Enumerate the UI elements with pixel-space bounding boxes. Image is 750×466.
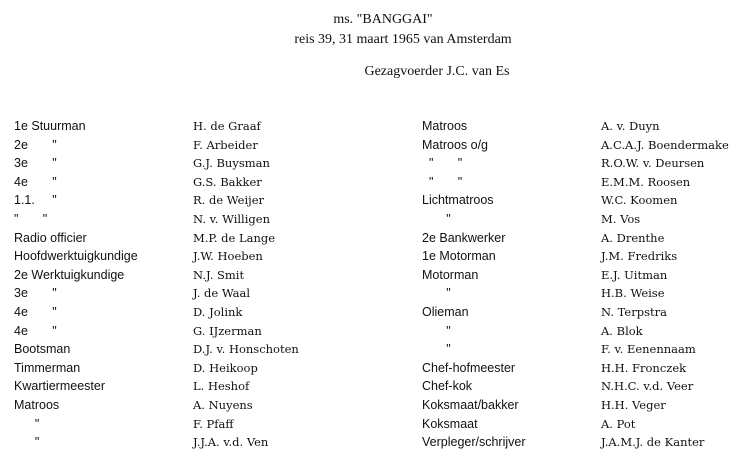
crew-rank: Timmerman — [14, 360, 81, 375]
crew-rank: Lichtmatroos — [422, 193, 494, 208]
crew-rank: 4e " — [14, 174, 57, 189]
crew-name: E.J. Uitman — [601, 267, 668, 282]
crew-name: J.J.A. v.d. Ven — [193, 435, 269, 450]
right-name-column — [601, 117, 729, 452]
crew-rank: Chef-kok — [422, 379, 473, 394]
crew-name: N. Terpstra — [601, 304, 667, 319]
crew-name: R.O.W. v. Deursen — [601, 156, 705, 171]
crew-rank: " " — [422, 156, 463, 171]
crew-name: J. de Waal — [193, 286, 251, 301]
crew-rank: 3e " — [14, 156, 57, 171]
crew-name: F. v. Eenennaam — [601, 342, 696, 357]
crew-name: A. Blok — [601, 323, 643, 338]
crew-name: E.M.M. Roosen — [601, 174, 691, 189]
crew-name: J.M. Fredriks — [601, 249, 678, 264]
crew-name: D. Heikoop — [193, 360, 258, 375]
crew-name: N.J. Smit — [193, 267, 245, 282]
crew-rank: " " — [422, 174, 463, 189]
crew-rank: Matroos — [14, 397, 60, 412]
crew-name: A.C.A.J. Boendermake — [601, 137, 729, 152]
crew-name: G.S. Bakker — [193, 174, 262, 189]
crew-rank: " — [422, 342, 451, 357]
crew-name: A. v. Duyn — [601, 119, 660, 133]
crew-rank: Chef-hofmeester — [422, 360, 516, 375]
left-rank-column — [14, 117, 138, 452]
crew-name: H.B. Weise — [601, 286, 665, 301]
crew-name: J.W. Hoeben — [193, 249, 263, 264]
crew-rank: Matroos — [422, 119, 468, 133]
crew-name: J.A.M.J. de Kanter — [601, 435, 705, 450]
crew-rank: " — [422, 211, 451, 226]
crew-rank: 4e " — [14, 323, 57, 338]
crew-rank: 2e Werktuigkundige — [14, 267, 125, 282]
crew-rank: " — [422, 323, 451, 338]
crew-name: D.J. v. Honschoten — [193, 342, 299, 357]
crew-name: A. Drenthe — [601, 230, 665, 245]
crew-name: D. Jolink — [193, 304, 243, 319]
crew-rank: 2e " — [14, 137, 57, 152]
crew-rank: 2e Bankwerker — [422, 230, 506, 245]
ship-name: ms. "BANGGAI" — [333, 12, 433, 27]
crew-rank: Hoofdwerktuigkundige — [14, 249, 138, 264]
crew-rank: Olieman — [422, 304, 469, 319]
crew-rank: Motorman — [422, 267, 479, 282]
crew-name: N.H.C. v.d. Veer — [601, 379, 694, 394]
right-rank-column — [422, 117, 526, 452]
crew-rank: " " — [14, 211, 48, 226]
crew-name: L. Heshof — [193, 379, 250, 394]
crew-rank: 1e Motorman — [422, 249, 496, 264]
crew-name: H. de Graaf — [193, 119, 261, 133]
crew-rank: Kwartiermeester — [14, 379, 105, 394]
crew-name: R. de Weijer — [193, 193, 265, 208]
crew-rank: Koksmaat — [422, 416, 478, 431]
left-name-column — [193, 117, 299, 452]
crew-name: G.J. Buysman — [193, 156, 270, 171]
crew-rank: Matroos o/g — [422, 137, 489, 152]
crew-name: W.C. Koomen — [601, 193, 678, 208]
crew-name: F. Pfaff — [193, 416, 234, 431]
crew-rank: " — [14, 435, 40, 450]
voyage-line: reis 39, 31 maart 1965 van Amsterdam — [294, 32, 512, 47]
crew-name: A. Pot — [601, 416, 636, 431]
crew-name: G. IJzerman — [193, 323, 262, 338]
crew-rank: Radio officier — [14, 230, 87, 245]
crew-rank: 4e " — [14, 304, 57, 319]
crew-rank: 3e " — [14, 286, 57, 301]
crew-name: H.H. Fronczek — [601, 360, 687, 375]
crew-rank: 1.1. " — [14, 193, 57, 208]
crew-rank: 1e Stuurman — [14, 119, 86, 133]
crew-name: H.H. Veger — [601, 397, 666, 412]
crew-name: M.P. de Lange — [193, 230, 276, 245]
crew-name: M. Vos — [601, 211, 641, 226]
captain-line: Gezagvoerder J.C. van Es — [364, 64, 510, 79]
crew-rank: " — [14, 416, 40, 431]
crew-rank: " — [422, 286, 451, 301]
crew-rank: Koksmaat/bakker — [422, 397, 519, 412]
crew-rank: Verpleger/schrijver — [422, 435, 526, 450]
crew-rank: Bootsman — [14, 342, 71, 357]
crew-name: A. Nuyens — [193, 397, 253, 412]
crew-name: F. Arbeider — [193, 137, 258, 152]
crew-name: N. v. Willigen — [193, 211, 270, 226]
